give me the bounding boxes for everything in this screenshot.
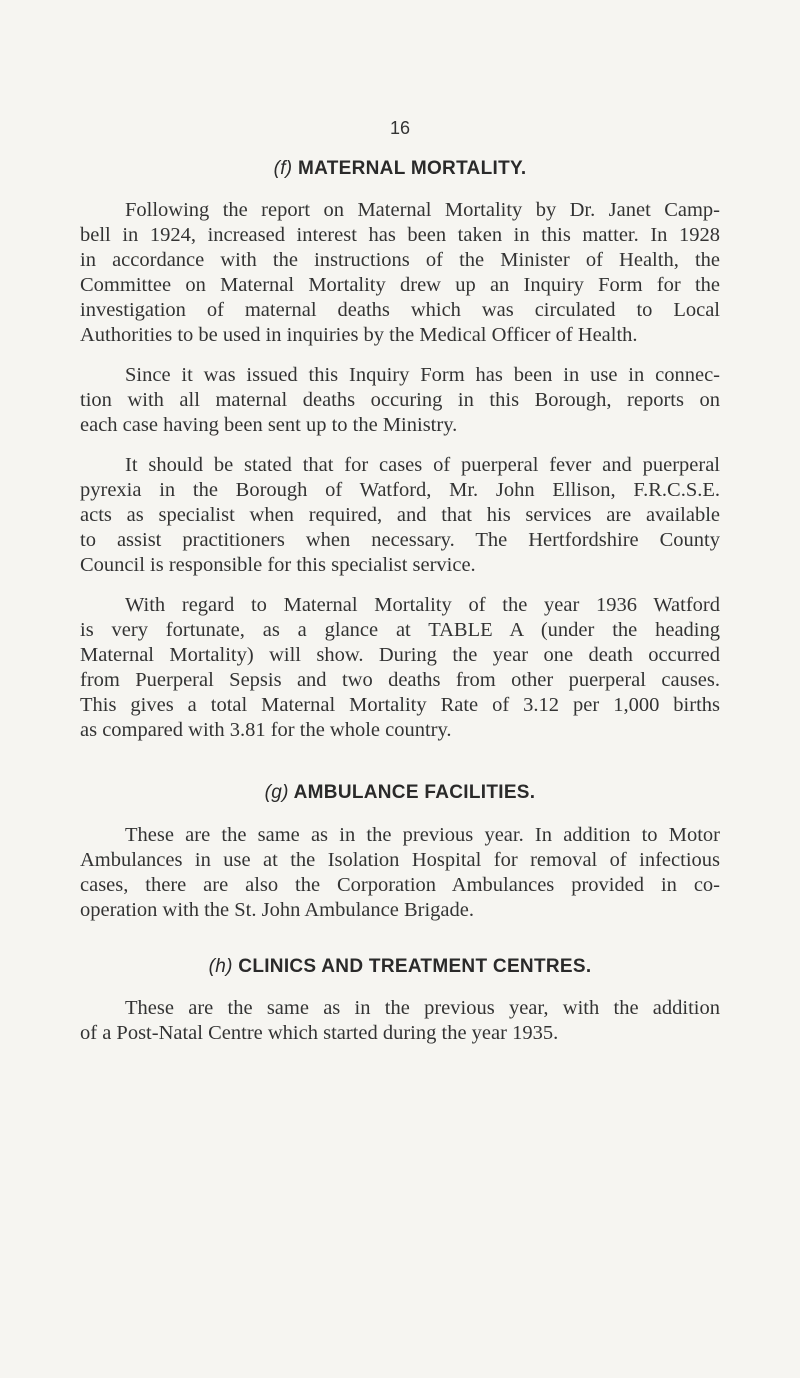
section-letter: (g) bbox=[264, 782, 289, 803]
text-line: acts as specialist when required, and that his services are available bbox=[80, 504, 720, 526]
paragraph-maternal-mortality-4 bbox=[80, 593, 720, 743]
section-heading-clinics-treatment-centres bbox=[0, 956, 800, 978]
section-title: CLINICS AND TREATMENT CENTRES. bbox=[238, 956, 592, 977]
text-line: operation with the St. John Ambulance Brigade. bbox=[80, 899, 474, 921]
section-heading-maternal-mortality bbox=[0, 158, 800, 180]
text-line: Since it was issued this Inquiry Form has been in use in connec- bbox=[125, 364, 720, 386]
section-letter: (h) bbox=[208, 956, 233, 977]
text-line: It should be stated that for cases of puerperal fever and puerperal bbox=[125, 454, 720, 476]
text-line: cases, there are also the Corporation Ambulances provided in co- bbox=[80, 874, 720, 896]
paragraph-maternal-mortality-3 bbox=[80, 453, 720, 578]
text-line: bell in 1924, increased interest has been taken in this matter. In 1928 bbox=[80, 224, 720, 246]
text-line: pyrexia in the Borough of Watford, Mr. John Ellison, F.R.C.S.E. bbox=[80, 479, 720, 501]
text-line: Committee on Maternal Mortality drew up an Inquiry Form for the bbox=[80, 274, 720, 296]
paragraph-maternal-mortality-1 bbox=[80, 198, 720, 348]
text-line: investigation of maternal deaths which was circulated to Local bbox=[80, 299, 720, 321]
text-line: in accordance with the instructions of the Minister of Health, the bbox=[80, 249, 720, 271]
text-line: from Puerperal Sepsis and two deaths from other puerperal causes. bbox=[80, 669, 720, 691]
section-heading-ambulance-facilities bbox=[0, 782, 800, 804]
page-number: 16 bbox=[389, 118, 411, 138]
text-line: is very fortunate, as a glance at TABLE A (under the heading bbox=[80, 619, 720, 641]
text-line: Maternal Mortality) will show. During the year one death occurred bbox=[80, 644, 720, 666]
text-line: This gives a total Maternal Mortality Rate of 3.12 per 1,000 births bbox=[80, 694, 720, 716]
text-line: Following the report on Maternal Mortality by Dr. Janet Camp- bbox=[125, 199, 720, 221]
text-line: With regard to Maternal Mortality of the year 1936 Watford bbox=[125, 594, 720, 616]
section-title: AMBULANCE FACILITIES. bbox=[293, 782, 536, 803]
paragraph-ambulance-facilities bbox=[80, 823, 720, 923]
text-line: Ambulances in use at the Isolation Hospital for removal of infectious bbox=[80, 849, 720, 871]
text-line: as compared with 3.81 for the whole country. bbox=[80, 719, 452, 741]
text-line: Council is responsible for this specialist service. bbox=[80, 554, 476, 576]
text-line: These are the same as in the previous year, with the addition bbox=[125, 997, 720, 1019]
paragraph-clinics-treatment-centres bbox=[80, 996, 720, 1046]
text-line: These are the same as in the previous year. In addition to Motor bbox=[125, 824, 720, 846]
section-title: MATERNAL MORTALITY. bbox=[298, 158, 527, 179]
text-line: tion with all maternal deaths occuring in this Borough, reports on bbox=[80, 389, 720, 411]
text-line: of a Post-Natal Centre which started during the year 1935. bbox=[80, 1022, 559, 1044]
paragraph-maternal-mortality-2 bbox=[80, 363, 720, 438]
section-letter: (f) bbox=[273, 158, 293, 179]
text-line: Authorities to be used in inquiries by the Medical Officer of Health. bbox=[80, 324, 638, 346]
text-line: to assist practitioners when necessary. The Hertfordshire County bbox=[80, 529, 720, 551]
text-line: each case having been sent up to the Ministry. bbox=[80, 414, 458, 436]
